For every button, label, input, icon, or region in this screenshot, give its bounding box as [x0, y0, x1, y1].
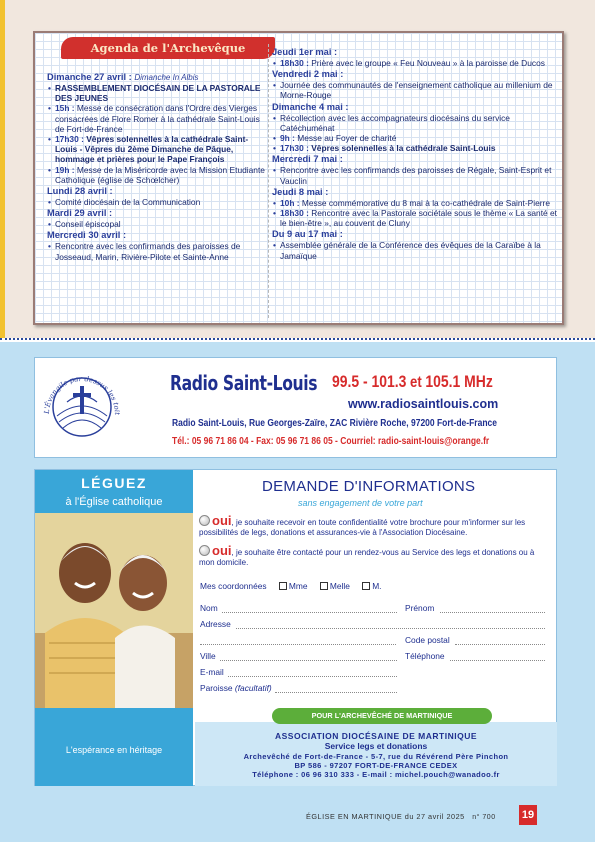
- agenda-day-label: Dimanche 27 avril :: [47, 72, 135, 82]
- agenda-banner: Agenda de l'Archevêque: [61, 37, 275, 59]
- agenda-event-text: Rencontre avec la Pastorale sociétale sous le thème « La santé et le bien-être », au couvent de Cluny: [280, 208, 558, 229]
- paroisse-field[interactable]: [275, 692, 397, 693]
- page-edge-strip: [0, 0, 5, 338]
- agenda-event: [272, 113, 557, 133]
- agenda-event-highlight: Vêpres solennelles à la cathédrale Saint-Louis - Vêpres du 2ème Dimanche de Pâque, hommage et prières pour le Pape François: [55, 134, 249, 165]
- agenda-day-label: Jeudi 1er mai :: [272, 47, 338, 57]
- frequency-separator: -: [359, 372, 372, 391]
- agenda-event-text: Récollection avec les accompagnateurs diocésains du service Catéchuménat: [280, 112, 510, 133]
- page-footer: [306, 812, 496, 821]
- option-brochure-text: , je souhaite recevoir en toute confidentialité votre brochure pour m'informer sur les possibilités de legs, donations et assurances-vie à l'Association Diocésaine.: [199, 518, 526, 537]
- radio-name: Radio Saint-Louis: [170, 371, 318, 395]
- legs-tagline: L'espérance en héritage: [65, 745, 163, 755]
- oui-label-1: oui: [212, 513, 232, 528]
- demande-subtitle: sans engagement de votre part: [298, 498, 423, 508]
- elderly-couple-photo: [35, 513, 193, 708]
- agenda-day-heading: [47, 72, 267, 83]
- agenda-event-time: 19h :: [55, 164, 77, 175]
- adresse-label: Adresse: [200, 619, 231, 629]
- agenda-day-heading: [272, 69, 557, 80]
- frequency-and: et: [406, 374, 426, 391]
- agenda-day-label: Mercredi 7 mai :: [272, 154, 343, 165]
- telephone-label: Téléphone: [405, 651, 445, 661]
- association-ribbon: POUR L'ARCHEVÊCHÉ DE MARTINIQUE: [272, 708, 492, 724]
- facultatif-label: (facultatif): [234, 683, 272, 693]
- agenda-event: [47, 219, 267, 229]
- association-title: ASSOCIATION DIOCÉSAINE DE MARTINIQUE: [274, 731, 478, 741]
- paroisse-label: Paroisse: [200, 683, 233, 693]
- mme-checkbox[interactable]: [279, 582, 287, 590]
- leguez-title: LÉGUEZ: [81, 475, 147, 491]
- prenom-label: Prénom: [405, 603, 435, 613]
- nom-label: Nom: [200, 603, 218, 613]
- association-address-1: Archevêché de Fort-de-France - 5-7, rue du Révérend Père Pinchon: [243, 752, 509, 761]
- m-label: M.: [372, 581, 382, 591]
- agenda-event: [47, 241, 267, 261]
- agenda-event: [47, 83, 267, 103]
- agenda-event: [272, 143, 557, 153]
- agenda-day-heading: [47, 186, 267, 197]
- agenda-day-label: Mercredi 30 avril :: [47, 230, 127, 241]
- agenda-day-heading: [272, 229, 557, 240]
- mme-label: Mme: [288, 581, 308, 591]
- agenda-day-label: Lundi 28 avril :: [47, 186, 113, 197]
- frequency-2: 101.3: [371, 372, 407, 391]
- code-postal-label: Code postal: [405, 635, 450, 645]
- agenda-event: [272, 198, 557, 208]
- agenda-event: [272, 165, 557, 185]
- agenda-day-heading: [47, 208, 267, 219]
- agenda-event-text: Messe de la Miséricorde avec la Mission Etudiante Catholique (église de Schœlcher): [55, 164, 265, 185]
- rendezvous-radio[interactable]: [199, 545, 210, 556]
- agenda-day-heading: [272, 102, 557, 113]
- agenda-day-label: Dimanche 4 mai :: [272, 101, 349, 112]
- prenom-field[interactable]: [440, 612, 545, 613]
- ville-label: Ville: [200, 651, 216, 661]
- demande-title: DEMANDE D'INFORMATIONS: [262, 478, 476, 495]
- page-number: 19: [519, 805, 537, 825]
- agenda-event-text: Conseil épiscopal: [55, 219, 121, 230]
- agenda-event: [272, 240, 557, 260]
- radio-website-link[interactable]: www.radiosaintlouis.com: [348, 397, 499, 411]
- agenda-day-heading: [272, 187, 557, 198]
- agenda-event-text: Messe au Foyer de charité: [297, 133, 397, 144]
- agenda-day-label: Vendredi 2 mai :: [272, 69, 344, 80]
- association-contact: Téléphone : 06 96 310 333 - E-mail : michel.pouch@wanadoo.fr: [252, 770, 500, 779]
- paroisse-row: [200, 683, 272, 693]
- agenda-event: [47, 197, 267, 207]
- agenda-event-time: 18h30 :: [280, 208, 312, 219]
- agenda-day-heading: [272, 47, 557, 58]
- leguez-subtitle: à l'Église catholique: [65, 496, 163, 508]
- association-subtitle: Service legs et donations: [324, 741, 428, 751]
- agenda-event-time: 10h :: [280, 197, 302, 208]
- agenda-event: [272, 58, 557, 68]
- agenda-day-note: Dimanche In Albis: [134, 73, 199, 82]
- radio-logo-icon: [41, 366, 123, 448]
- agenda-event-highlight: Vêpres solennelles à la cathédrale Saint-Louis: [311, 143, 496, 154]
- agenda-event: [47, 103, 267, 134]
- frequency-1: 99.5: [332, 372, 360, 391]
- civility-row: [200, 581, 382, 591]
- legs-footer-panel: [35, 708, 193, 786]
- radio-frequencies: [332, 372, 493, 392]
- melle-checkbox[interactable]: [320, 582, 328, 590]
- agenda-event-time: 18h30 :: [280, 58, 312, 68]
- option-brochure: [199, 515, 544, 538]
- radio-address: Radio Saint-Louis, Rue Georges-Zaïre, ZAC Rivière Roche, 97200 Fort-de-France: [172, 418, 497, 429]
- agenda-event-time: 15h :: [55, 103, 77, 114]
- ville-field[interactable]: [220, 660, 397, 661]
- agenda-event-text: Messe commémorative du 8 mai à la co-cathédrale de Saint-Pierre: [301, 197, 550, 208]
- agenda-column-left: [47, 71, 267, 262]
- agenda-event-text: Messe de consécration dans l'Ordre des Vierges consacrées de Flore Romer à la cathédrale Saint-Louis de Fort-de-France: [55, 103, 260, 134]
- agenda-event-text: Rencontre avec les confirmands des paroisses de Josseaud, Marin, Rivière-Pilote et Sainte-Anne: [55, 241, 241, 262]
- option-rendezvous-text: , je souhaite être contacté pour un rendez-vous au Service des legs et donations ou à mon domicile.: [199, 548, 535, 567]
- code-postal-field[interactable]: [455, 644, 545, 645]
- agenda-event-time: 17h30 :: [280, 143, 312, 154]
- telephone-field[interactable]: [450, 660, 545, 661]
- agenda-event-text: Journée des communautés de l'enseignement catholique au millenium de Morne-Rouge: [280, 80, 553, 101]
- footer-publication: ÉGLISE EN MARTINIQUE du 27 avril 2025: [306, 812, 465, 821]
- agenda-event: [47, 134, 267, 165]
- nom-field[interactable]: [222, 612, 397, 613]
- agenda-day-label: Mardi 29 avril :: [47, 208, 113, 219]
- frequency-3: 105.1 MHz: [425, 372, 493, 391]
- agenda-column-divider: [268, 44, 269, 318]
- radio-logo-text: L'Évangile par dessus les toit: [42, 374, 122, 416]
- coords-label: Mes coordonnées: [200, 581, 267, 591]
- m-checkbox[interactable]: [362, 582, 370, 590]
- agenda-event-text: Assemblée générale de la Conférence des évêques de la Caraïbe à la Jamaïque: [280, 240, 541, 261]
- agenda-event-time: 17h30 :: [55, 134, 87, 145]
- email-field[interactable]: [228, 676, 397, 677]
- footer-issue: n° 700: [472, 814, 496, 821]
- agenda-column-right: [272, 46, 557, 261]
- agenda-event: [272, 208, 557, 228]
- agenda-event-highlight: RASSEMBLEMENT DIOCÉSAIN DE LA PASTORALE DES JEUNES: [55, 83, 261, 104]
- option-rendezvous: [199, 545, 544, 568]
- agenda-event: [272, 133, 557, 143]
- melle-label: Melle: [329, 581, 350, 591]
- agenda-event-time: 9h :: [280, 133, 298, 144]
- agenda-day-label: Du 9 au 17 mai :: [272, 229, 343, 240]
- agenda-event: [47, 165, 267, 185]
- agenda-day-label: Jeudi 8 mai :: [272, 186, 329, 197]
- agenda-event: [272, 80, 557, 100]
- adresse-field[interactable]: [236, 628, 545, 629]
- agenda-event-text: Prière avec le groupe « Feu Nouveau » à la paroisse de Ducos: [311, 58, 545, 68]
- association-address-2: BP 586 - 97207 FORT-DE-FRANCE CEDEX: [294, 761, 458, 770]
- agenda-event-text: Rencontre avec les confirmands des paroisses de Régale, Saint-Esprit et Vauclin: [280, 165, 552, 186]
- email-label: E-mail: [200, 667, 224, 677]
- brochure-radio[interactable]: [199, 515, 210, 526]
- section-divider: [0, 338, 595, 340]
- agenda-day-heading: [47, 230, 267, 241]
- adresse-field-2[interactable]: [200, 644, 396, 645]
- agenda-day-heading: [272, 154, 557, 165]
- radio-contact: Tél.: 05 96 71 86 04 - Fax: 05 96 71 86 05 - Courriel: radio-saint-louis@orange.fr: [172, 436, 490, 447]
- agenda-event-text: Comité diocésain de la Communication: [55, 197, 201, 208]
- oui-label-2: oui: [212, 543, 232, 558]
